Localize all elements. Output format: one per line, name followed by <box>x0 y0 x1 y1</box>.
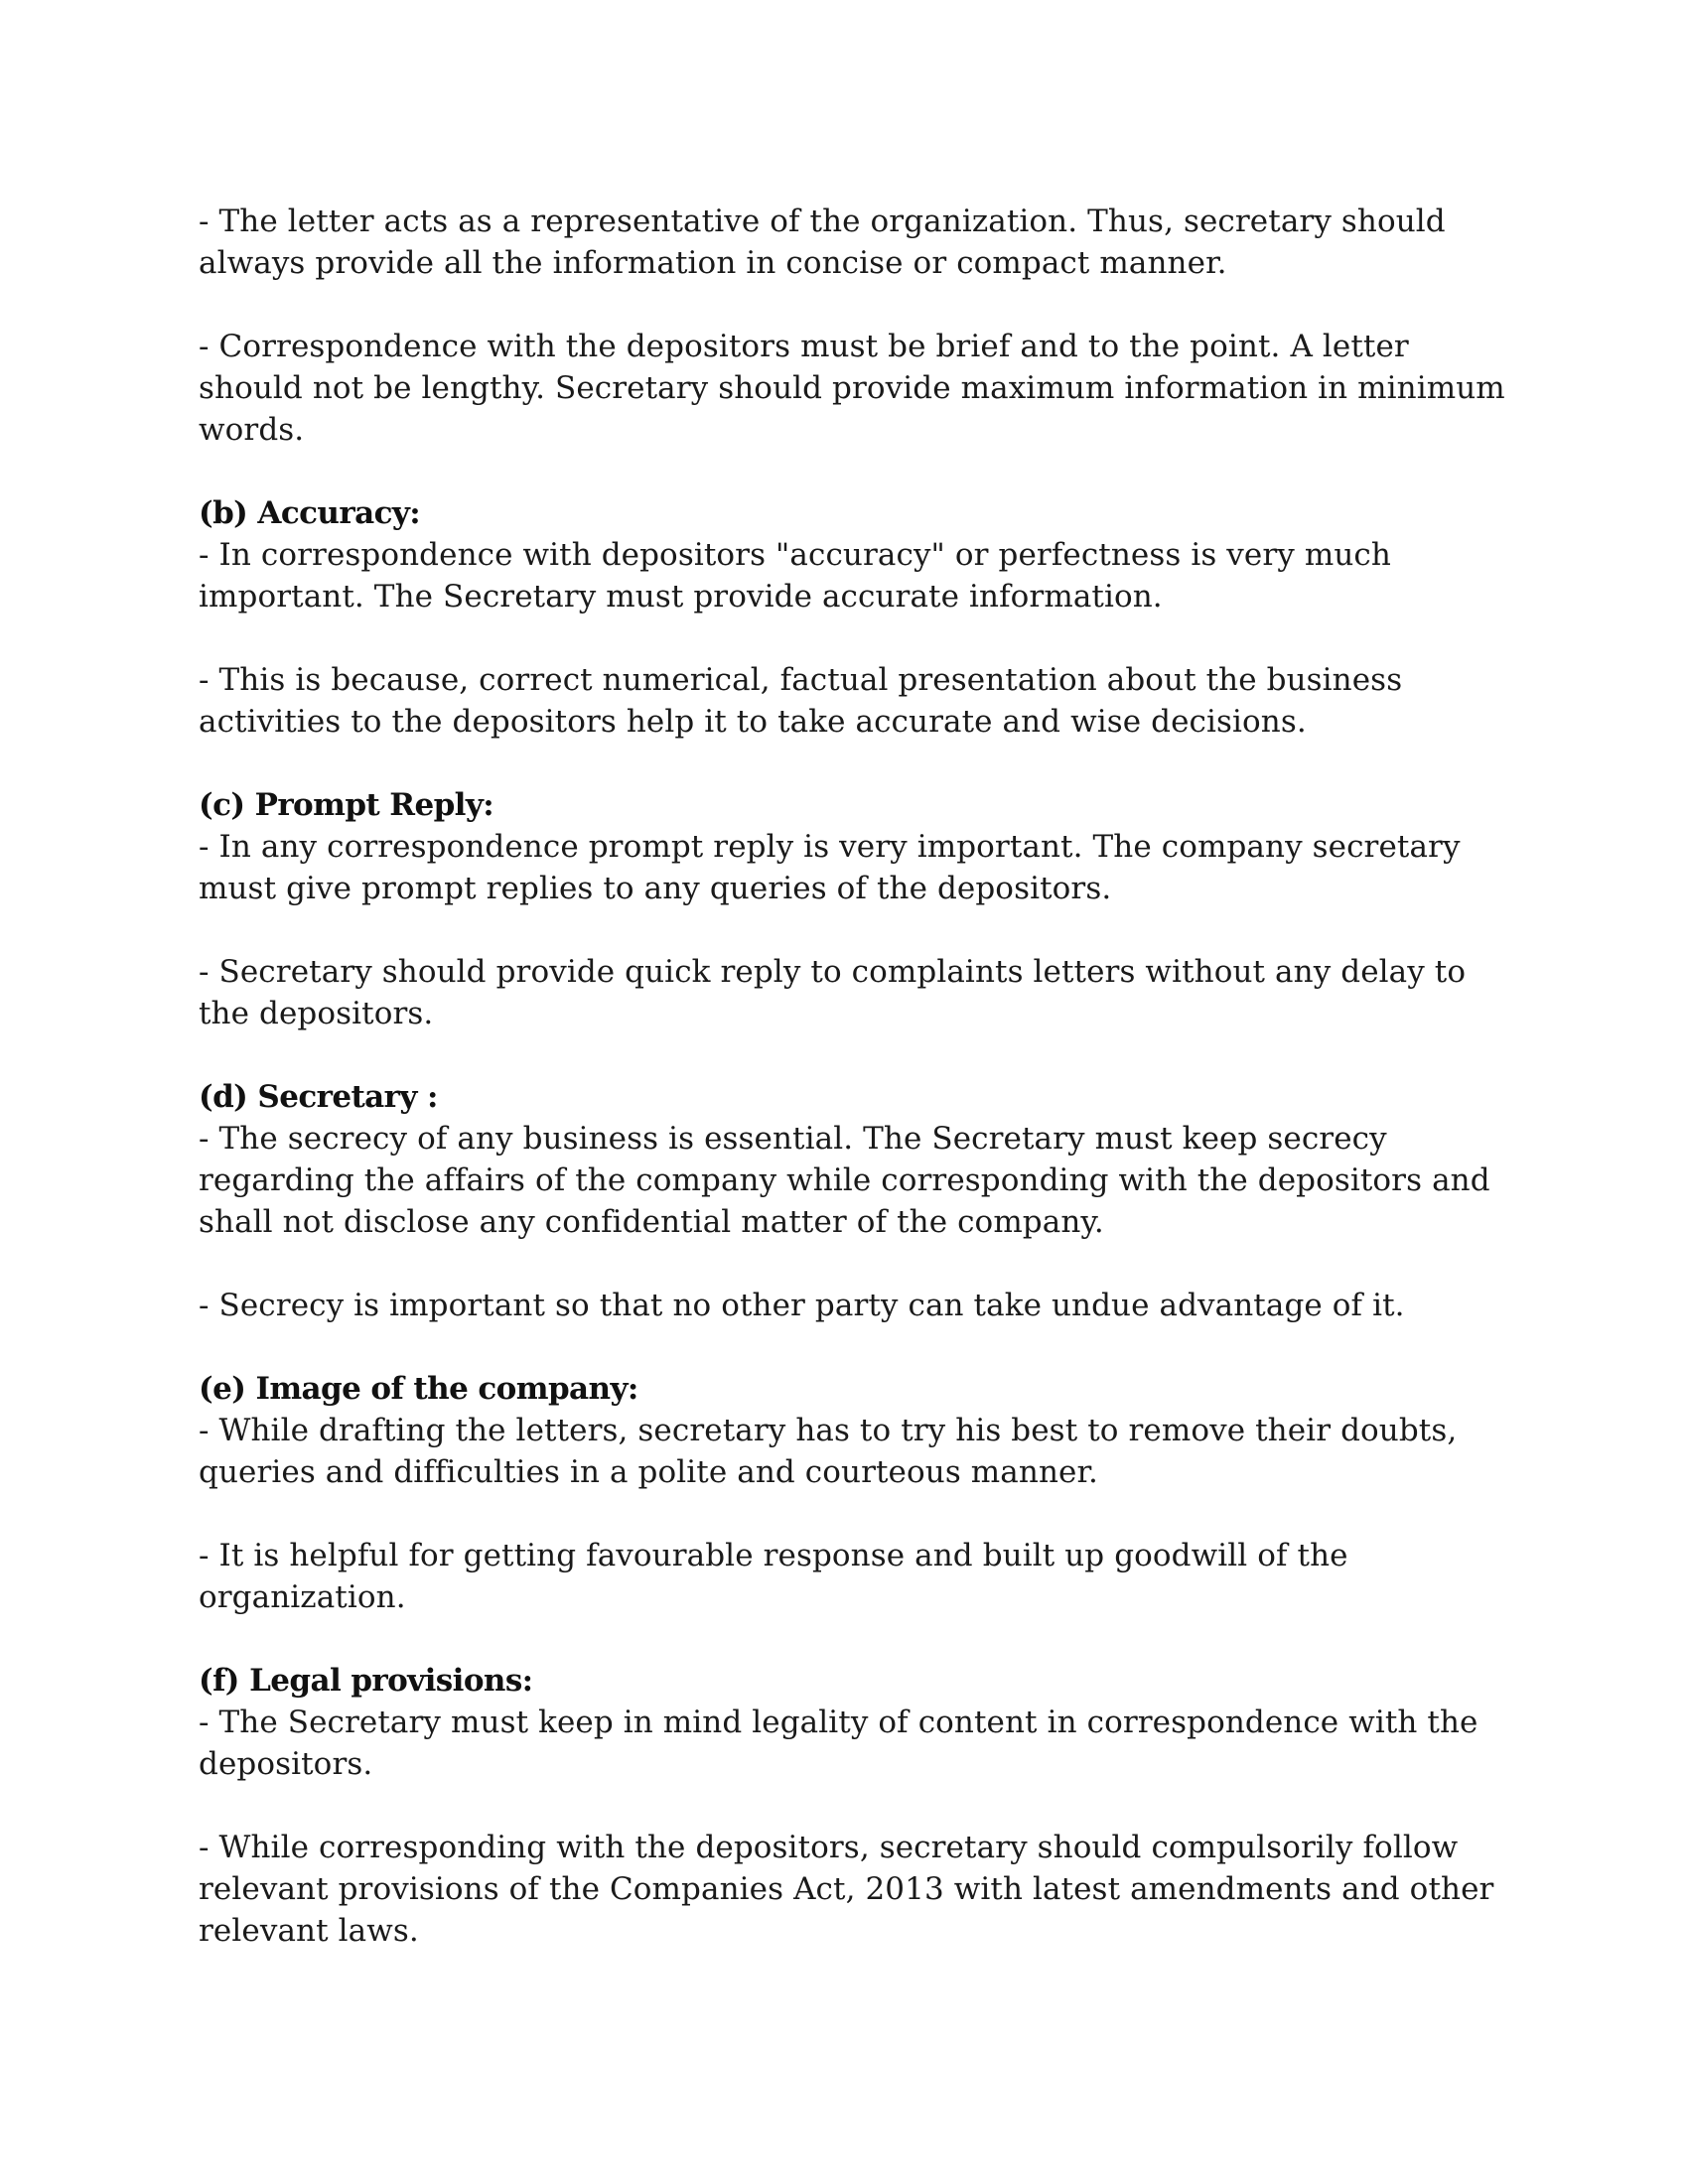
secretary-paragraph-2: - Secrecy is important so that no other party can take undue advantage of it. <box>199 1288 1405 1323</box>
prompt-reply-paragraph-1: - In any correspondence prompt reply is very important. The company secretary must give prompt replies to any queries of the depositors. <box>199 829 1461 906</box>
section-prompt-reply <box>199 784 1509 1034</box>
section-image-of-company <box>199 1368 1509 1618</box>
legal-provisions-paragraph-2: - While corresponding with the depositors, secretary should compulsorily follow relevant provisions of the Companies Act, 2013 with latest amendments and other relevant laws. <box>199 1830 1494 1949</box>
legal-provisions-paragraph-1: - The Secretary must keep in mind legality of content in correspondence with the depositors. <box>199 1705 1478 1782</box>
intro-paragraph-1: - The letter acts as a representative of the organization. Thus, secretary should always provide all the information in concise or compact manner. <box>199 204 1446 281</box>
image-of-company-paragraph-1: - While drafting the letters, secretary has to try his best to remove their doubts, queries and difficulties in a polite and courteous manner. <box>199 1413 1458 1490</box>
section-accuracy <box>199 492 1509 743</box>
section-heading-prompt-reply: (c) Prompt Reply: <box>199 787 494 823</box>
prompt-reply-paragraph-2: - Secretary should provide quick reply to complaints letters without any delay to the depositors. <box>199 954 1467 1031</box>
section-heading-image-of-company: (e) Image of the company: <box>199 1371 638 1407</box>
intro-section <box>199 201 1509 451</box>
section-secretary <box>199 1076 1509 1326</box>
section-heading-accuracy: (b) Accuracy: <box>199 495 421 531</box>
image-of-company-paragraph-2: - It is helpful for getting favourable response and built up goodwill of the organization. <box>199 1538 1348 1615</box>
intro-paragraph-2: - Correspondence with the depositors must be brief and to the point. A letter should not be lengthy. Secretary should provide maximum information in minimum words. <box>199 329 1505 448</box>
document-page <box>199 201 1509 1993</box>
section-legal-provisions <box>199 1660 1509 1952</box>
accuracy-paragraph-2: - This is because, correct numerical, factual presentation about the business activities to the depositors help it to take accurate and wise decisions. <box>199 662 1403 740</box>
accuracy-paragraph-1: - In correspondence with depositors "accuracy" or perfectness is very much important. The Secretary must provide accurate information. <box>199 537 1391 614</box>
section-heading-secretary: (d) Secretary : <box>199 1079 438 1115</box>
section-heading-legal-provisions: (f) Legal provisions: <box>199 1663 533 1699</box>
secretary-paragraph-1: - The secrecy of any business is essential. The Secretary must keep secrecy regarding the affairs of the company while corresponding with the depositors and shall not disclose any confidential matter of the company. <box>199 1121 1490 1240</box>
